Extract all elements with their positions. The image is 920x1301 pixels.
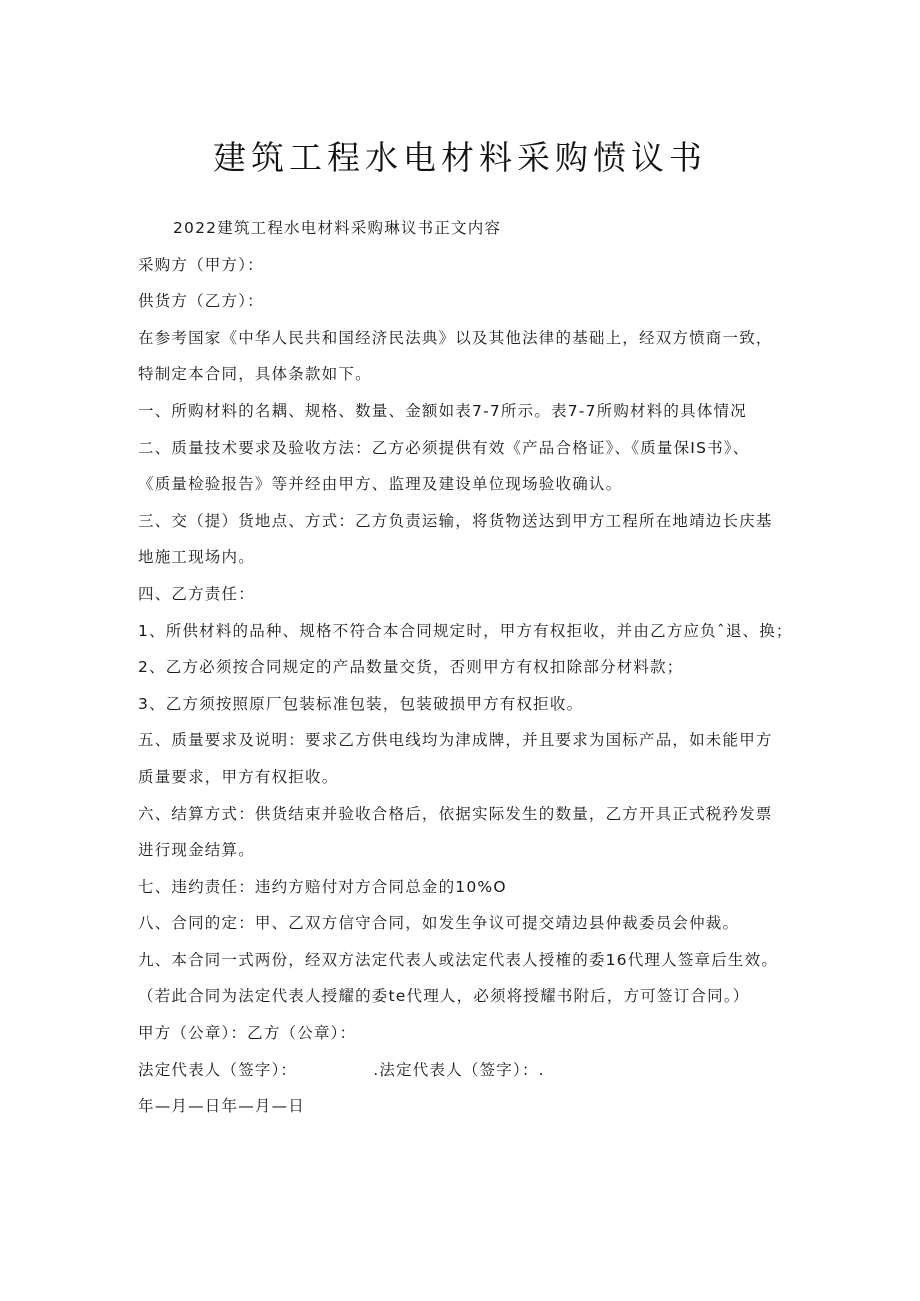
clause-4-heading: 四、乙方责任： [138, 584, 255, 603]
clause-4-item-1: 1、所供材料的品种、规格不符合本合同规定时，甲方有权拒收，并由乙方应负ˆ退、换； [138, 621, 793, 640]
clause-5-line-2: 质量要求，甲方有权拒收。 [138, 767, 339, 786]
date-line: 年—月—日年—月—日 [138, 1097, 306, 1116]
clause-9-note: （若此合同为法定代表人授耀的委te代理人，必须将授耀书附后，方可签订合同。） [138, 987, 750, 1006]
clause-2-line-2: 《质量检验报告》等并经由甲方、监理及建设单位现场验收确认。 [138, 475, 623, 494]
preamble-line-2: 特制定本合同，具体条款如下。 [138, 365, 372, 384]
clause-8: 八、合同的定：甲、乙双方信守合同，如发生争议可提交靖边县仲裁委员会仲裁。 [138, 914, 740, 933]
signature-line [138, 1052, 806, 1089]
signature-right: .法定代表人（签字）：. [373, 1060, 545, 1079]
clause-9: 九、本合同一式两份，经双方法定代表人或法定代表人授榷的委16代理人签章后生效。 [138, 950, 779, 969]
document-body [138, 210, 806, 1125]
content-heading: 2022建筑工程水电材料采购琳议书正文内容 [173, 219, 502, 237]
clause-2-line-1: 二、质量技术要求及验收方法：乙方必须提供有效《产品合格证》、《质量保IS书》、 [138, 438, 750, 457]
signature-blank [297, 1052, 373, 1089]
signature-left: 法定代表人（签字）： [138, 1060, 298, 1079]
clause-6-line-1: 六、结算方式：供货结束并验收合格后，依据实际发生的数量，乙方开具正式税矜发票 [138, 804, 773, 823]
clause-7: 七、违约责任：违约方赔付对方合同总金的10%O [138, 877, 507, 896]
clause-3-line-1: 三、交（提）货地点、方式：乙方负责运输，将货物送达到甲方工程所在地靖边长庆基 [138, 511, 773, 530]
clause-4-item-2: 2、乙方必须按合同规定的产品数量交货，否则甲方有权扣除部分材料款； [138, 658, 684, 677]
seal-line: 甲方（公章）：乙方（公章）： [138, 1024, 357, 1043]
supplier-party: 供货方（乙方）： [138, 292, 264, 311]
document-title: 建筑工程水电材料采购愤议书 [213, 138, 707, 177]
clause-6-line-2: 进行现金结算。 [138, 841, 255, 860]
clause-4-item-3: 3、乙方须按照原厂包装标准包装，包装破损甲方有权拒收。 [138, 694, 584, 713]
clause-1: 一、所购材料的名耦、规格、数量、金额如表7-7所示。表7-7所购材料的具体情况 [138, 401, 747, 420]
buyer-party: 采购方（甲方）： [138, 255, 264, 274]
clause-3-line-2: 地施工现场内。 [138, 548, 255, 567]
clause-5-line-1: 五、质量要求及说明：要求乙方供电线均为津成牌，并且要求为国标产品，如未能甲方 [138, 731, 773, 750]
preamble-line-1: 在参考国家《中华人民共和国经济民法典》以及其他法律的基础上，经双方愤商一致， [138, 328, 773, 347]
